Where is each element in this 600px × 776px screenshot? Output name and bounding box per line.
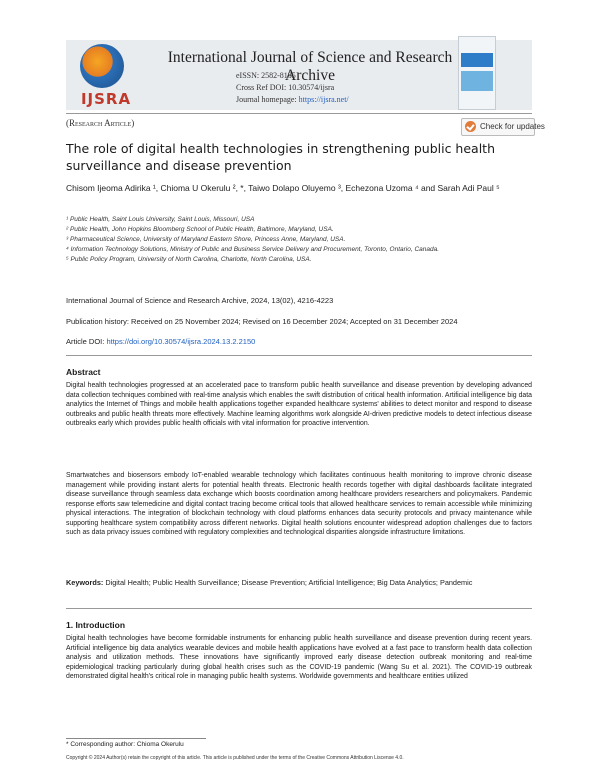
affiliation: ⁴ Information Technology Solutions, Ministry of Public and Business Service Delivery and Procurement, Toronto, Ontario, Canada.	[66, 246, 440, 253]
copyright-notice: Copyright © 2024 Author(s) retain the copyright of this article. This article is published under the terms of the Creative Commons Attribution Liscense 4.0.	[66, 755, 404, 761]
check-for-updates-button[interactable]	[461, 118, 545, 136]
affiliation: ³ Pharmaceutical Science, University of Maryland Eastern Shore, Princess Anne, Maryland, USA.	[66, 236, 346, 243]
homepage-label: Journal homepage:	[236, 95, 297, 104]
publication-history: Publication history: Received on 25 November 2024; Revised on 16 December 2024; Accepted on 31 December 2024	[66, 317, 458, 326]
cover-band	[461, 53, 493, 67]
keywords-label: Keywords:	[66, 578, 104, 587]
journal-title: International Journal of Science and Research Archive	[167, 49, 453, 84]
journal-logo-text: IJSRA	[80, 90, 132, 108]
abstract-paragraph: Digital health technologies progressed at an accelerated pace to transform public health surveillance and disease prevention by developing advanced data collection techniques combined with real-time analysis which enables the swift distribution of critical health information. Artificial intelligence big data analytics the Internet of Things and mobile health applications together expanded healthcare systems' abilities to detect monitor and respond to disease outbreaks and public health threats more effectively. Machine learning algorithms work alongside AI-driven predictive models to detect infectious disease outbreaks early which provides public health officials with vital information for proactive intervention.	[66, 382, 532, 428]
journal-meta	[236, 70, 349, 106]
journal-homepage	[236, 94, 349, 106]
affiliation-list	[66, 215, 536, 265]
affiliation: ¹ Public Health, Saint Louis University, Saint Louis, Missouri, USA	[66, 216, 255, 223]
keywords	[66, 578, 532, 588]
footnote-divider	[66, 738, 206, 739]
check-for-updates-label: Check for updates	[480, 122, 545, 131]
affiliation: ² Public Health, John Hopkins Bloomberg School of Public Health, Baltimore, Maryland, USA.	[66, 226, 334, 233]
author-list: Chisom Ijeoma Adirika ¹, Chioma U Okerulu ², *, Taiwo Dolapo Oluyemo ³, Echezona Uzoma ⁴ and Sarah Adi Paul ⁵	[66, 183, 500, 193]
article-type: (Research Article)	[66, 118, 135, 128]
abstract-heading: Abstract	[66, 367, 101, 377]
doi-label: Article DOI:	[66, 337, 105, 346]
globe-icon	[80, 44, 124, 88]
introduction-heading: 1. Introduction	[66, 620, 126, 630]
header-divider	[66, 113, 532, 114]
citation-line: International Journal of Science and Research Archive, 2024, 13(02), 4216-4223	[66, 296, 334, 305]
homepage-link[interactable]: https://ijsra.net/	[298, 95, 349, 104]
keywords-text: Digital Health; Public Health Surveillance; Disease Prevention; Artificial Intelligence; Big Data Analytics; Pandemic	[105, 578, 473, 587]
journal-cover-thumbnail	[458, 36, 496, 110]
journal-coden: Cross Ref DOI: 10.30574/ijsra	[236, 83, 335, 92]
article-doi	[66, 337, 536, 346]
introduction-paragraph: Digital health technologies have become formidable instruments for enhancing public health surveillance and disease prevention during recent years. Artificial intelligence big data analytics wearable devices and mobile health applications have evolved at a fast pace to transform health data collection analysis and utilization methods. These innovations have significantly improved early disease detection outbreak monitoring and real-time epidemiological tracking particularly during global health crises such as the COVID-19 pandemic (Wang Su et al. 2021). The COVID-19 outbreak demonstrated digital health's critical role in managing public health systems. Worldwide governments and healthcare entities utilized	[66, 635, 532, 681]
corresponding-author: * Corresponding author: Chioma Okerulu	[66, 741, 184, 748]
check-updates-icon	[465, 121, 476, 132]
cover-band	[461, 71, 493, 91]
abstract-paragraph: Smartwatches and biosensors embody IoT-enabled wearable technology which facilitates continuous health monitoring to improve chronic disease management while providing instant alerts for potential health threats. Electronic health records together with digital dashboards facilitate integrated disease surveillance through seamless data exchange which boosts coordination among healthcare providers researchers and policymakers. Pandemic response efforts saw telemedicine and digital contact tracing become critical tools that allowed healthcare services to remain accessible while minimizing physical interactions. The integration of blockchain technology with cloud platforms enhances data security protocols and privacy maintenance while supporting healthcare system compatibility across different networks. Digital health solutions encounter widespread adoption challenges due to factors such as data privacy issues combined with regulatory complexities and technological disparities alongside infrastructure limitations.	[66, 472, 532, 537]
paper-title: The role of digital health technologies in strengthening public health surveillance and disease prevention	[66, 141, 496, 173]
journal-logo	[66, 40, 144, 110]
journal-eissn: eISSN: 2582-8185	[236, 71, 296, 80]
affiliation: ⁵ Public Policy Program, University of North Carolina, Charlotte, North Carolina, USA.	[66, 256, 312, 263]
doi-link[interactable]: https://doi.org/10.30574/ijsra.2024.13.2.2150	[106, 337, 256, 346]
